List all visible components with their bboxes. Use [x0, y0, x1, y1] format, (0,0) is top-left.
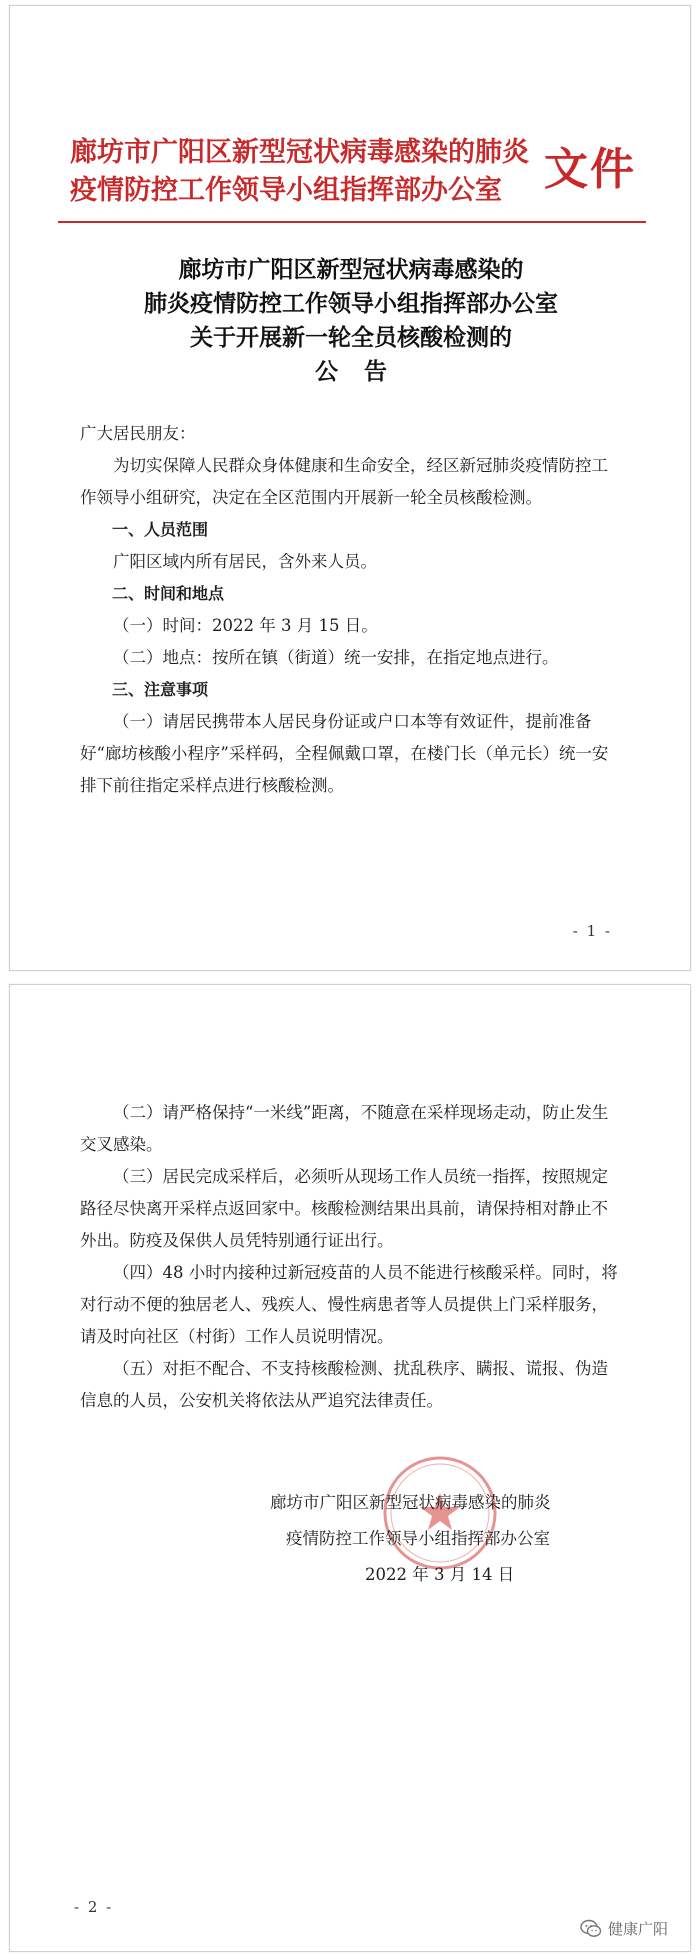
watermark-text: 健康广阳: [607, 1920, 668, 1938]
signature-org-line2: 疫情防控工作领导小组指挥部办公室: [286, 1529, 550, 1548]
header-org-line1: 廊坊市广阳区新型冠状病毒感染的肺炎: [70, 137, 529, 168]
section3-title: 三、注意事项: [112, 680, 209, 699]
page2-body: [80, 1097, 620, 1417]
intro-paragraph: 为切实保障人民群众身体健康和生命安全，经区新冠肺炎疫情防控工作领导小组研究，决定在全区范围内开展新一轮全员核酸检测。: [80, 456, 608, 507]
page-number-2: - 2 -: [74, 1898, 114, 1916]
section2-item1: （一）时间：2022 年 3 月 15 日。: [113, 616, 378, 635]
red-divider-line: [58, 221, 646, 223]
signature-date: 2022 年 3 月 14 日: [365, 1565, 515, 1584]
section3-item4: （四）48 小时内接种过新冠疫苗的人员不能进行核酸采样。同时，将对行动不便的独居老人、残疾人、慢性病患者等人员提供上门采样服务，请及时向社区（村街）工作人员说明情况。: [80, 1263, 618, 1346]
title-line3: 关于开展新一轮全员核酸检测的: [190, 324, 512, 351]
section3-item2: （二）请严格保持“一米线”距离，不随意在采样现场走动，防止发生交叉感染。: [80, 1103, 609, 1154]
section1-text: 广阳区域内所有居民，含外来人员。: [113, 552, 377, 571]
red-header-org: [70, 134, 540, 210]
salutation: 广大居民朋友：: [80, 424, 196, 443]
header-doc-type: 文件: [544, 144, 636, 195]
title-line4: 公告: [315, 358, 413, 385]
document-page-2: [9, 984, 691, 1952]
section2-title: 二、时间和地点: [112, 584, 225, 603]
section2-item2: （二）地点：按所在镇（街道）统一安排，在指定地点进行。: [113, 648, 559, 667]
signature-block: [270, 1485, 600, 1593]
page1-body: [80, 418, 620, 802]
wechat-watermark: [580, 1918, 668, 1939]
title-line1: 廊坊市广阳区新型冠状病毒感染的: [178, 256, 524, 283]
document-title: [10, 253, 692, 389]
header-org-line2: 疫情防控工作领导小组指挥部办公室: [70, 175, 502, 206]
section3-item3: （三）居民完成采样后，必须听从现场工作人员统一指挥，按照规定路径尽快离开采样点返回家中。核酸检测结果出具前，请保持相对静止不外出。防疫及保供人员凭特别通行证出行。: [80, 1167, 608, 1250]
section3-item1: （一）请居民携带本人居民身份证或户口本等有效证件，提前准备好“廊坊核酸小程序”采样码，全程佩戴口罩，在楼门长（单元长）统一安排下前往指定采样点进行核酸检测。: [80, 712, 609, 795]
page-number-1: - 1 -: [572, 922, 612, 940]
title-line2: 肺炎疫情防控工作领导小组指挥部办公室: [144, 290, 558, 317]
signature-org-line1: 廊坊市广阳区新型冠状病毒感染的肺炎: [270, 1493, 551, 1512]
section3-item5: （五）对拒不配合、不支持核酸检测、扰乱秩序、瞒报、谎报、伪造信息的人员，公安机关将依法从严追究法律责任。: [80, 1359, 608, 1410]
section1-title: 一、人员范围: [112, 520, 209, 539]
wechat-icon: [580, 1919, 602, 1939]
document-page-1: [9, 5, 691, 971]
